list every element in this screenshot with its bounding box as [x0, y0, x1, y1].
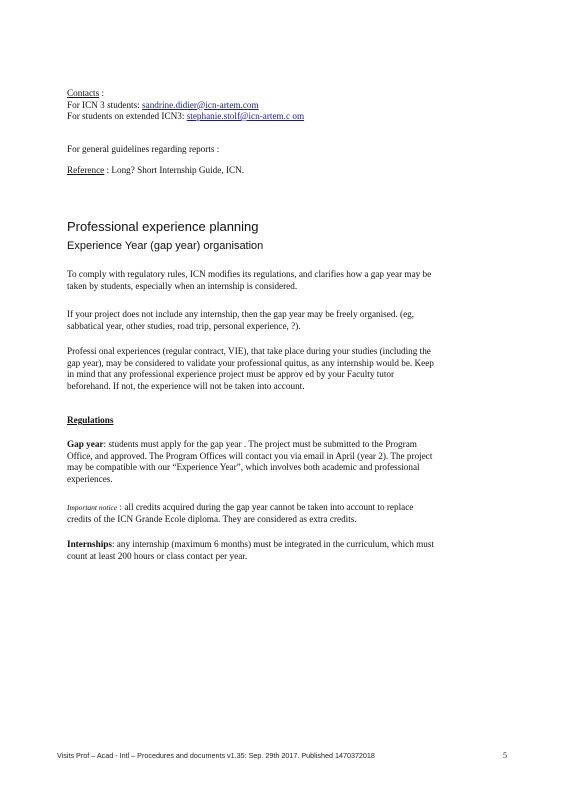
paragraph-line: experiences. — [67, 473, 113, 484]
paragraph-line: To comply with regulatory rules, ICN modifies its regulations, and clarifies how a gap year may be — [67, 269, 432, 279]
contacts-title-suffix: : — [99, 88, 105, 98]
paragraph-line: count at least 200 hours or class contact per year. — [67, 550, 248, 561]
paragraph-line: gap year), may be considered to validate your professional quitus, as any internship would be. Keep — [67, 357, 434, 368]
important-notice-text: : all credits acquired during the gap year cannot be taken into account to replace — [117, 502, 414, 512]
gap-year-text: : students must apply for the gap year . The project must be submitted to the Program — [103, 439, 417, 449]
paragraph-no-internship — [67, 309, 495, 332]
page-number: 5 — [503, 751, 507, 760]
paragraph-line: Professi onal experiences (regular contract, VIE), that take place during your studies (including the — [67, 346, 431, 356]
page-footer: Visits Prof – Acad - Intl – Procedures and documents v1.35: Sep. 29th 2017. Published 1470372018 — [57, 751, 375, 760]
regulations-title-wrap — [67, 415, 495, 427]
icn3-label: For ICN 3 students: — [67, 99, 143, 110]
section-subtitle: Experience Year (gap year) organisation — [67, 240, 264, 252]
important-notice-label: Important notice — [67, 503, 118, 512]
internships-label: Internships — [67, 539, 112, 549]
paragraph-line: credits of the ICN Grande Ecole diploma. They are considered as extra credits. — [67, 513, 357, 524]
paragraph-line: may be compatible with our “Experience Year”, which involves both academic and professional — [67, 462, 420, 472]
internships-text: : any internship (maximum 6 months) must be integrated in the curriculum, which must — [111, 539, 434, 549]
paragraph-regulatory — [67, 269, 495, 292]
paragraph-line: If your project does not include any internship, then the gap year may be freely organised. (eg, — [67, 309, 415, 319]
extended-label: For students on extended ICN3: — [67, 111, 187, 121]
gap-year-label: Gap year — [67, 439, 104, 449]
paragraph-line: Office, and approved. The Program Offices will contact you via email in April (year 2). The project — [67, 450, 433, 461]
reference-text: : Long? Short Internship Guide, ICN. — [104, 165, 245, 175]
important-notice-paragraph — [67, 502, 495, 525]
guidelines-text: For general guidelines regarding reports : — [67, 144, 220, 154]
reference-line — [67, 165, 495, 177]
section-title: Professional experience planning — [67, 219, 259, 234]
paragraph-line: sabbatical year, other studies, road trip, personal experience, ?). — [67, 320, 301, 331]
extended-email-link[interactable]: stephanie.stolf@icn-artem.c om — [186, 111, 305, 121]
regulations-title: Regulations — [67, 415, 114, 425]
reference-label: Reference — [67, 165, 105, 175]
gap-year-paragraph — [67, 439, 495, 485]
contacts-title: Contacts — [67, 88, 100, 98]
paragraph-line: taken by students, especially when an internship is considered. — [67, 280, 298, 291]
paragraph-line: beforehand. If not, the experience will not be taken into account. — [67, 380, 305, 391]
icn3-email-link[interactable]: sandrine.didier@icn-artem.com — [142, 99, 259, 110]
paragraph-line: in mind that any professional experience project must be approv ed by your Faculty tutor — [67, 369, 395, 379]
paragraph-professional-experiences — [67, 346, 495, 392]
contacts-block — [67, 88, 495, 123]
internships-paragraph — [67, 539, 495, 562]
